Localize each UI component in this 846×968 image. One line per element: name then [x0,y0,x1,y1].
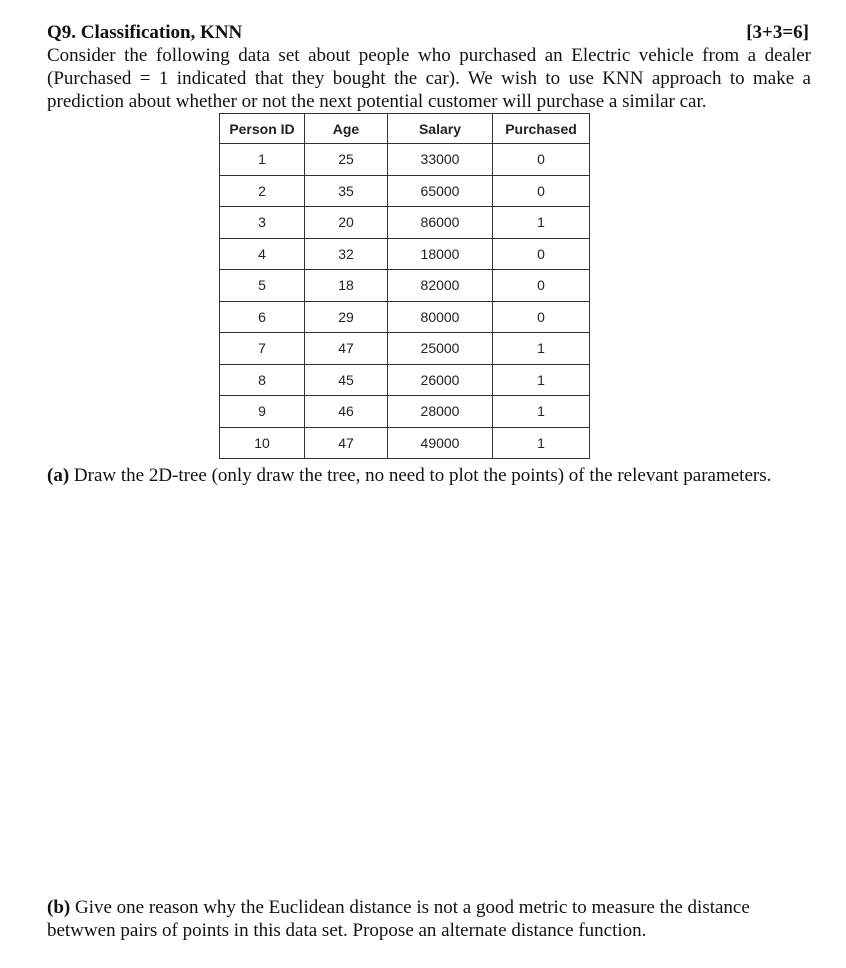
table-body [220,144,590,459]
cell-salary: 49000 [388,427,493,459]
answer-space [47,487,811,896]
cell-person-id: 3 [220,207,305,239]
cell-person-id: 7 [220,333,305,365]
cell-purchased: 0 [493,270,590,302]
part-b [47,896,811,942]
cell-age: 25 [305,144,388,176]
cell-salary: 18000 [388,238,493,270]
cell-salary: 65000 [388,175,493,207]
table-row [220,396,590,428]
data-table [219,113,590,459]
table-row [220,270,590,302]
cell-salary: 25000 [388,333,493,365]
cell-salary: 26000 [388,364,493,396]
cell-salary: 82000 [388,270,493,302]
table-row [220,238,590,270]
cell-age: 47 [305,427,388,459]
cell-purchased: 0 [493,238,590,270]
cell-age: 46 [305,396,388,428]
cell-purchased: 0 [493,301,590,333]
part-a-text: Draw the 2D-tree (only draw the tree, no need to plot the points) of the relevant parameters. [69,465,772,486]
cell-purchased: 1 [493,207,590,239]
cell-purchased: 1 [493,333,590,365]
question-title: Q9. Classification, KNN [47,22,243,43]
cell-age: 47 [305,333,388,365]
cell-person-id: 10 [220,427,305,459]
table-row [220,175,590,207]
part-a [47,464,811,487]
cell-purchased: 0 [493,144,590,176]
question-header [47,22,811,44]
cell-purchased: 1 [493,396,590,428]
cell-salary: 33000 [388,144,493,176]
cell-person-id: 5 [220,270,305,302]
header-age: Age [305,114,388,144]
question-intro: Consider the following data set about people who purchased an Electric vehicle from a dealer (Purchased = 1 indicated that they bought the car). We wish to use KNN approach to make a prediction about whether or not the next potential customer will purchase a similar car. [47,45,811,112]
cell-person-id: 1 [220,144,305,176]
cell-person-id: 6 [220,301,305,333]
cell-age: 35 [305,175,388,207]
table-row [220,364,590,396]
part-b-label: (b) [47,897,71,918]
header-purchased: Purchased [493,114,590,144]
header-salary: Salary [388,114,493,144]
question-marks: [3+3=6] [746,22,809,43]
part-a-label: (a) [47,465,70,486]
cell-person-id: 2 [220,175,305,207]
cell-person-id: 4 [220,238,305,270]
cell-person-id: 9 [220,396,305,428]
cell-age: 20 [305,207,388,239]
table-row [220,427,590,459]
cell-salary: 28000 [388,396,493,428]
cell-age: 45 [305,364,388,396]
cell-purchased: 0 [493,175,590,207]
table-row [220,333,590,365]
table-row [220,207,590,239]
part-b-text: Give one reason why the Euclidean distance is not a good metric to measure the distance betwwen pairs of points in this data set. Propose an alternate distance function. [47,897,750,941]
table-row [220,144,590,176]
table-row [220,301,590,333]
header-person-id: Person ID [220,114,305,144]
cell-person-id: 8 [220,364,305,396]
table-header-row [220,114,590,144]
data-table-container [219,113,811,459]
cell-purchased: 1 [493,427,590,459]
cell-purchased: 1 [493,364,590,396]
cell-salary: 80000 [388,301,493,333]
cell-age: 32 [305,238,388,270]
cell-salary: 86000 [388,207,493,239]
cell-age: 18 [305,270,388,302]
question-page [47,22,811,942]
cell-age: 29 [305,301,388,333]
